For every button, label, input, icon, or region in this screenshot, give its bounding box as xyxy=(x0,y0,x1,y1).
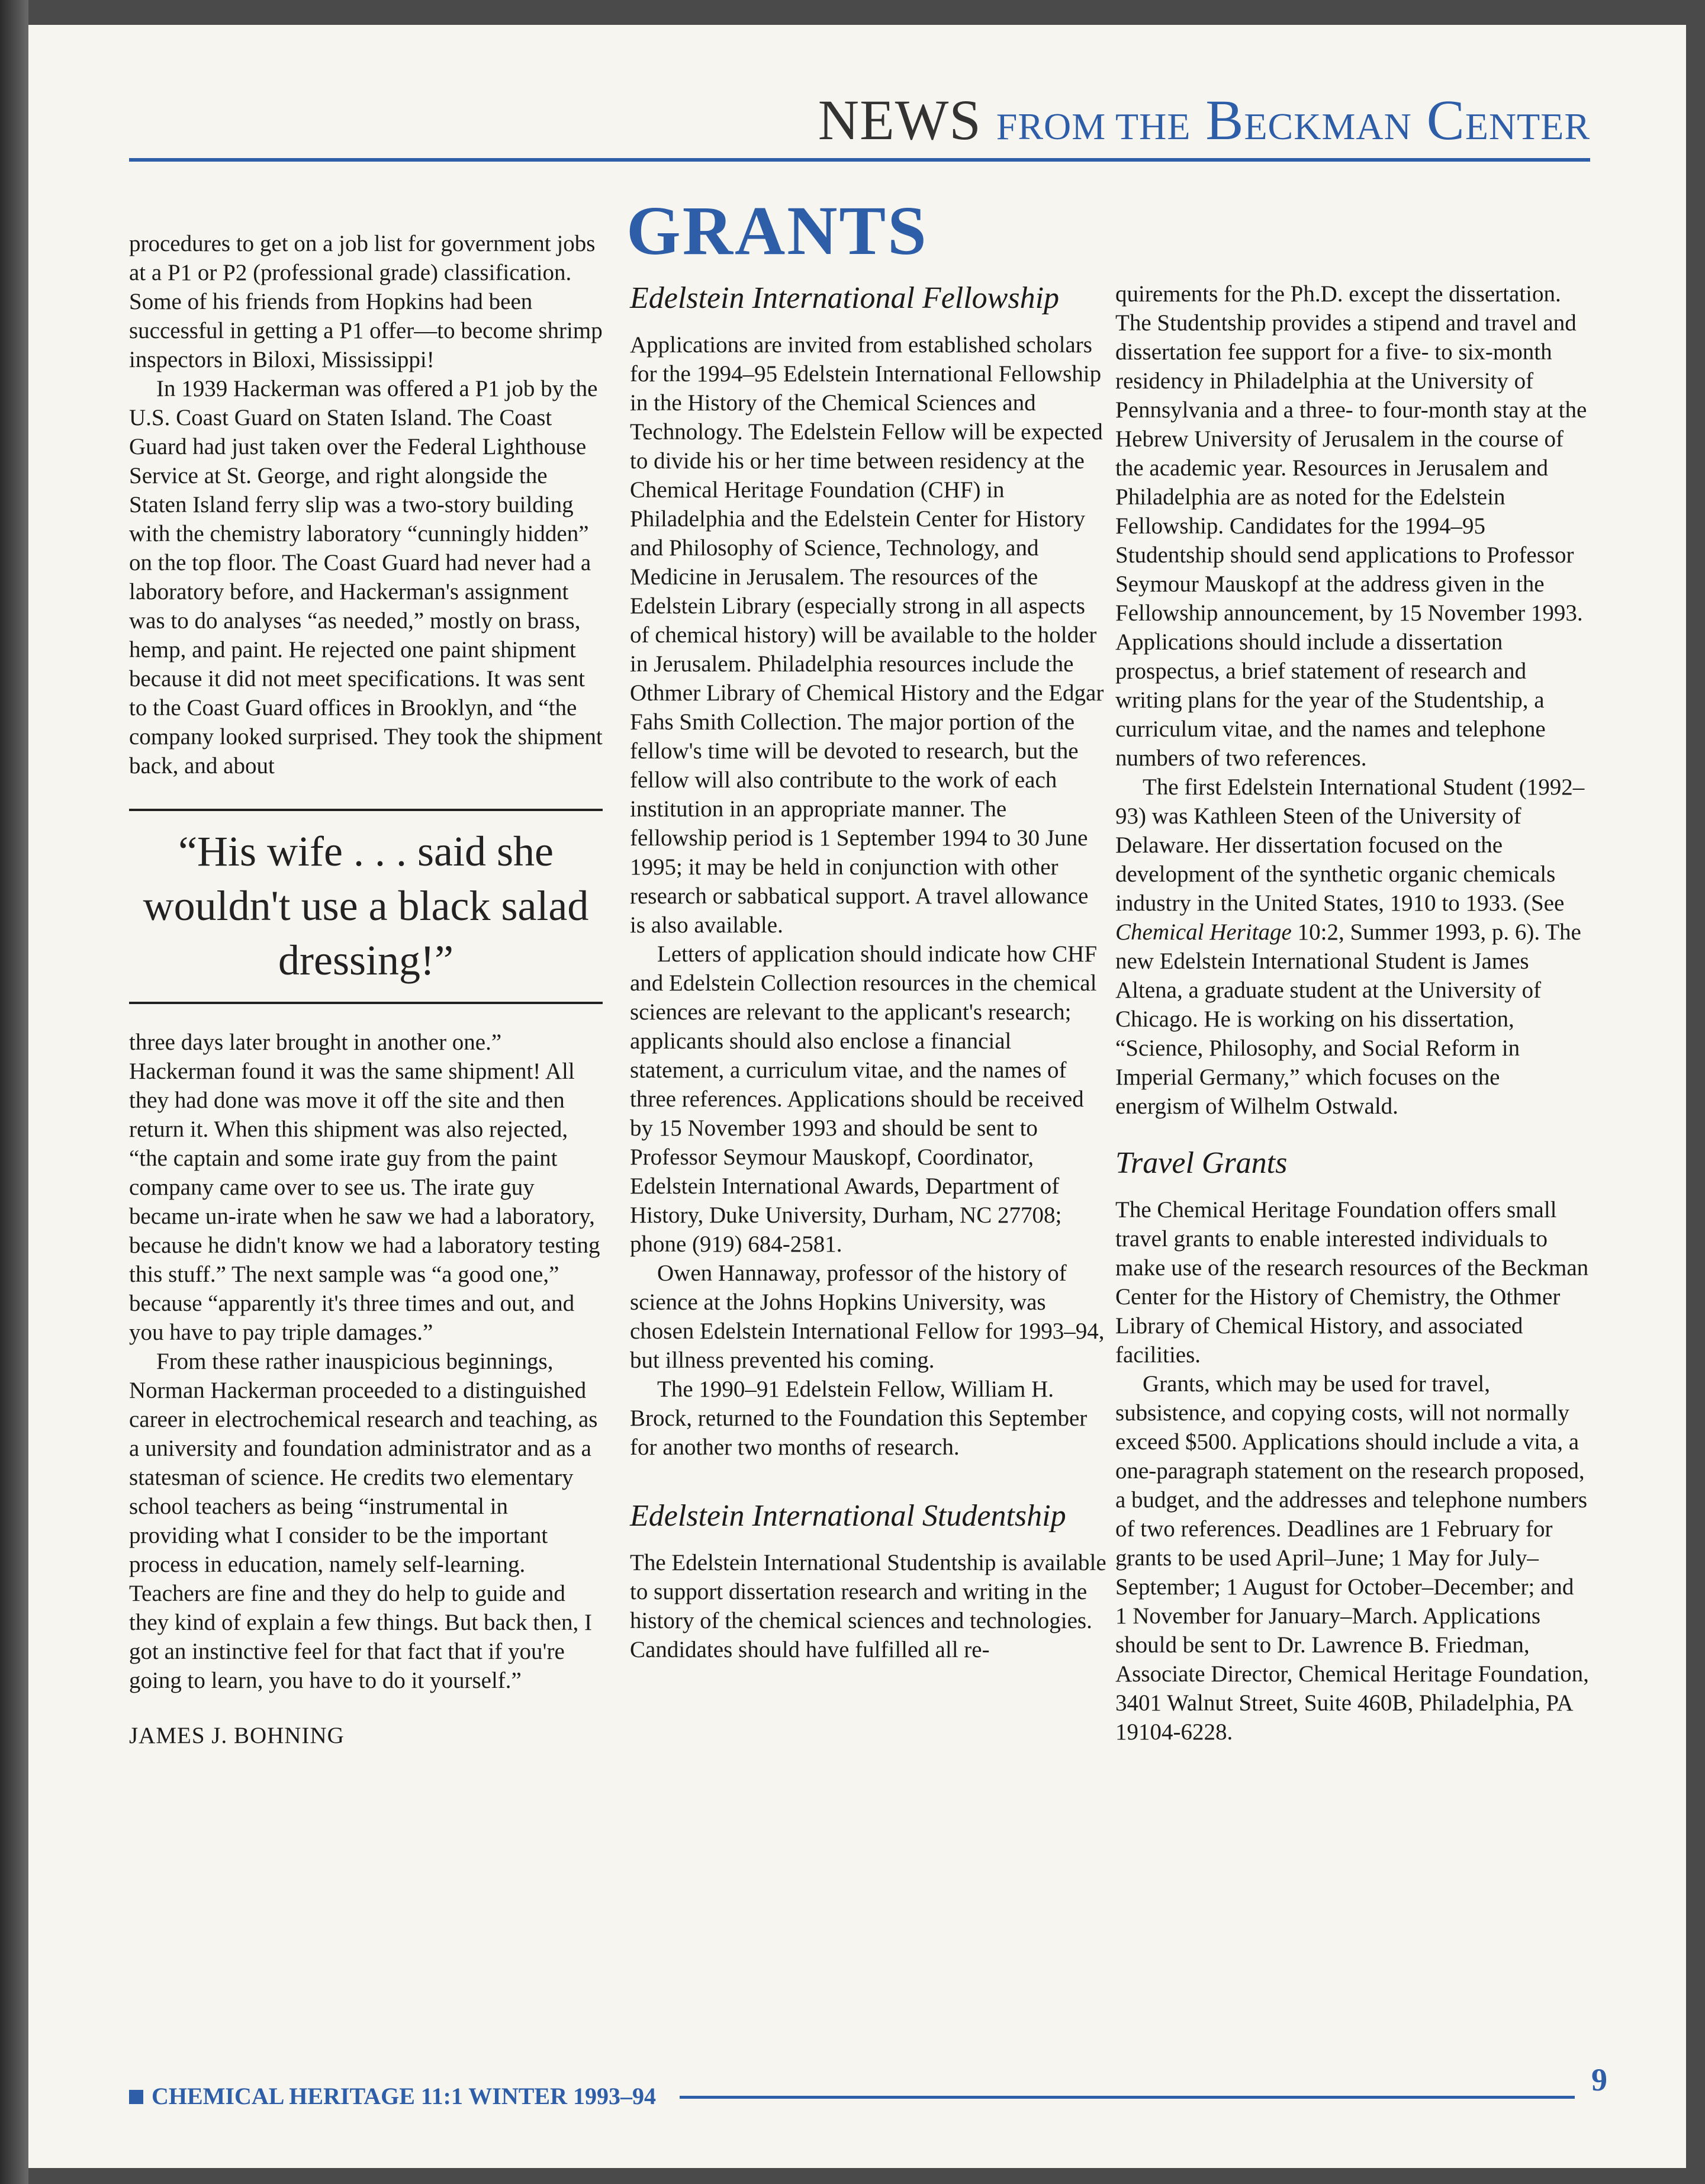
header-eckman: ECKMAN xyxy=(1244,105,1412,147)
header-news: NEWS xyxy=(818,88,982,152)
col1-paragraph-4: From these rather inauspicious beginnings, Norman Hackerman proceeded to a distinguished career in electrochemical research and teaching, as a university and foundation administrator and as a statesman of science. He credits two elementary school teachers as being “instrumental in providing what I consider to be the important process in education, namely self-learning. Teachers are fine and they do help to guide and they kind of explain a few things. But back then, I got an instinctive feel for that fact that if you're going to learn, you have to do it yourself.” xyxy=(129,1349,598,1693)
col3-paragraph-1: quirements for the Ph.D. except the dissertation. The Studentship provides a stipend and travel and dissertation fee support for a five- to six-month residency in Philadelphia at the University of Pennsylvania and a three- to four-month stay at the Hebrew University of Jerusalem in the course of the academic year. Resources in Jerusalem and Philadelphia are as noted for the Edelstein Fellowship. Candidates for the 1994–95 Studentship should send applications to Professor Seymour Mauskopf at the address given in the Fellowship announcement, by 15 November 1993. Applications should include a dissertation prospectus, a brief statement of research and writing plans for the year of the Studentship, a curriculum vitae, and the names and telephone numbers of two references. xyxy=(1115,281,1587,771)
footer-text: CHEMICAL HERITAGE 11:1 WINTER 1993–94 xyxy=(152,2083,656,2109)
col3-paragraph-2-part-a: The first Edelstein International Student (1992–93) was Kathleen Steen of the University of Delaware. Her dissertation focused on the development of the synthetic organic chemicals industry in the United States, 1910 to 1933. (See xyxy=(1115,774,1585,916)
column-1 xyxy=(129,229,603,1750)
header-c: C xyxy=(1426,88,1465,152)
header-from-the: FROM THE xyxy=(996,105,1191,147)
col2-paragraph-5: The Edelstein International Studentship is available to support dissertation research and writing in the history of the chemical sciences and technologies. Candidates should have fulfilled all re- xyxy=(630,1550,1106,1662)
subhead-travel-grants: Travel Grants xyxy=(1115,1146,1288,1180)
header-rule xyxy=(129,158,1590,162)
magazine-page xyxy=(28,25,1686,2168)
col2-paragraph-3: Owen Hannaway, professor of the history of science at the Johns Hopkins University, was chosen Edelstein International Fellow for 1993–94, but illness prevented his coming. xyxy=(630,1260,1105,1373)
col2-paragraph-2: Letters of application should indicate how CHF and Edelstein Collection resources in the chemical sciences are relevant to the applicant's research; applicants should also enclose a financial statement, a curriculum vitae, and the names of three references. Applications should be received by 15 November 1993 and should be sent to Professor Seymour Mauskopf, Coordinator, Edelstein International Awards, Department of History, Duke University, Durham, NC 27708; phone (919) 684-2581. xyxy=(630,941,1098,1257)
column-3 xyxy=(1115,279,1589,1746)
footer-rule xyxy=(680,2096,1575,2099)
col2-paragraph-1: Applications are invited from established scholars for the 1994–95 Edelstein International Fellowship in the History of the Chemical Sciences and Technology. The Edelstein Fellow will be expected to divide his or her time between residency at the Chemical Heritage Foundation (CHF) in Philadelphia and the Edelstein Center for History and Philosophy of Science, Technology, and Medicine in Jerusalem. The resources of the Edelstein Library (especially strong in all aspects of chemical history) will be available to the holder in Jerusalem. Philadelphia resources include the Othmer Library of Chemical History and the Edgar Fahs Smith Collection. The major portion of the fellow's time will be devoted to research, but the fellow will also contribute to the work of each institution in an appropriate manner. The fellowship period is 1 September 1994 to 30 June 1995; it may be held in conjunction with other research or sabbatical support. A travel allowance is also available. xyxy=(630,332,1104,938)
col3-paragraph-3: The Chemical Heritage Foundation offers small travel grants to enable interested individuals to make use of the research resources of the Beckman Center for the History of Chemistry, the Othmer Library of Chemical History, and associated facilities. xyxy=(1115,1197,1589,1368)
page-footer xyxy=(129,2082,656,2110)
author-byline: JAMES J. BOHNING xyxy=(129,1723,345,1748)
footer-square-icon xyxy=(129,2090,143,2104)
header-b: B xyxy=(1205,88,1244,152)
col3-paragraph-2-part-b: 10:2, Summer 1993, p. 6). The new Edelstein International Student is James Altena, a graduate student at the University of Chicago. He is working on his dissertation, “Science, Philosophy, and Social Reform in Imperial Germany,” which focuses on the energism of Wilhelm Ostwald. xyxy=(1115,919,1581,1119)
subhead-studentship: Edelstein International Studentship xyxy=(630,1499,1066,1533)
subhead-fellowship: Edelstein International Fellowship xyxy=(630,281,1060,315)
journal-title: Chemical Heritage xyxy=(1115,919,1292,945)
header-enter: ENTER xyxy=(1465,105,1590,147)
col2-paragraph-4: The 1990–91 Edelstein Fellow, William H. Brock, returned to the Foundation this September for another two months of research. xyxy=(630,1376,1088,1460)
page-edge xyxy=(0,0,28,2184)
page-number: 9 xyxy=(1591,2062,1607,2098)
pull-quote: “His wife . . . said she wouldn't use a black salad dressing!” xyxy=(129,809,603,1004)
col3-paragraph-2 xyxy=(1115,773,1589,1121)
page-header xyxy=(818,87,1590,153)
col1-paragraph-2: In 1939 Hackerman was offered a P1 job by the U.S. Coast Guard on Staten Island. The Coast Guard had just taken over the Federal Lighthouse Service at St. George, and right alongside the Staten Island ferry slip was a two-story building with the chemistry laboratory “cunningly hidden” on the top floor. The Coast Guard had never had a laboratory before, and Hackerman's assignment was to do analyses “as needed,” mostly on brass, hemp, and paint. He rejected one paint shipment because it did not meet specifications. It was sent to the Coast Guard offices in Brooklyn, and “the company looked surprised. They took the shipment back, and about xyxy=(129,376,603,779)
section-title: GRANTS xyxy=(626,192,928,269)
col3-paragraph-4: Grants, which may be used for travel, subsistence, and copying costs, will not normally exceed $500. Applications should include a vita, a one-paragraph statement on the research proposed, a budget, and the addresses and telephone numbers of two references. Deadlines are 1 February for grants to be used April–June; 1 May for July–September; 1 August for October–December; and 1 November for January–March. Applications should be sent to Dr. Lawrence B. Friedman, Associate Director, Chemical Heritage Foundation, 3401 Walnut Street, Suite 460B, Philadelphia, PA 19104-6228. xyxy=(1115,1371,1589,1745)
col1-paragraph-1: procedures to get on a job list for government jobs at a P1 or P2 (professional grade) classification. Some of his friends from Hopkins had been successful in getting a P1 offer—to become shrimp inspectors in Biloxi, Mississippi! xyxy=(129,231,603,372)
col1-paragraph-3: three days later brought in another one.” Hackerman found it was the same shipment! All they had done was move it off the site and then return it. When this shipment was also rejected, “the captain and some irate guy from the paint company came over to see us. The irate guy became un-irate when he saw we had a laboratory, because he didn't know we had a laboratory testing this stuff.” The next sample was “a good one,” because “apparently it's three times and out, and you have to pay triple damages.” xyxy=(129,1030,600,1345)
column-2 xyxy=(630,279,1108,1664)
